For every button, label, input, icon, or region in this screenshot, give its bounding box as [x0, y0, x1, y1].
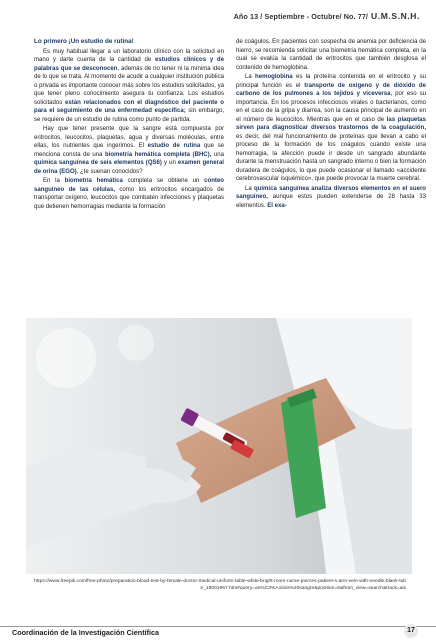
page-header	[234, 11, 420, 21]
paragraph	[34, 177, 224, 211]
section-title: Lo primero ¡Un estudio de rutina!	[34, 38, 134, 45]
text: aunque estos pueden extenderse de 28 hasta 33 elementos.	[236, 194, 426, 209]
footer-divider	[0, 626, 436, 627]
text: Es muy habitual llegar a un laboratorio clínico con la solicitud en mano y darte cuenta de la cantidad de	[34, 48, 224, 63]
bold-text: examen general de orina (EGO)	[34, 160, 224, 175]
page-footer	[0, 618, 436, 640]
photo-caption: https://www.freepik.com/free-photo/preparation-blood-test-by-female-doctor-medical-uniform-table-white-bright-room-nurse-pierces-patient-s-arm-vein-with-needle-blank-tube_18001967.htm#query=an%C3%A1lisis%20sangre&position=6&from_view=search&track=ais	[34, 579, 406, 591]
left-column	[34, 38, 224, 212]
bold-text: transporte de oxígeno y de dióxido de carbono de los pulmones a los tejidos y viceversa	[236, 82, 426, 97]
text: como los eritrocitos encargados de transportar oxígeno, leucocitos que combaten infecciones y plaquetas que detienen hemorragias mediante la formación	[34, 186, 224, 210]
text: de coágulos. En pacientes con sospecha de anemia por deficiencia de hierro, se recomienda solicitar una biometría hemática completa, en la cual se evalúa la cantidad de eritrocitos que también desglosa el contenido de hemoglobina.	[236, 39, 426, 71]
bold-text: están relacionados con el diagnóstico del paciente o para el seguimiento de una enfermedad específica;	[34, 99, 224, 114]
bold-text: hemoglobina	[255, 74, 293, 80]
bold-text: las plaquetas sirven para diagnosticar diversos trastornos de la coagulación,	[236, 116, 426, 131]
text: , por eso su importancia. En los procesos infecciosos virales o bacterianos, como en el caso de la gripa y diarrea, son la causa principal de aumento en el número de leucocitos. Mientras que en el caso de	[236, 91, 426, 123]
text: sin embargo, se requiere de un estudio de rutina como punto de partida.	[34, 108, 224, 123]
bold-text: biometría hemática	[64, 178, 123, 184]
paragraph	[34, 125, 224, 176]
bold-text: conteo sanguíneo de las células,	[34, 178, 224, 193]
bold-text: química sanguínea analiza diversos elementos en el suero sanguíneo,	[236, 185, 426, 200]
blood-draw-illustration	[26, 318, 412, 574]
paragraph	[34, 48, 224, 125]
bold-text: química sanguínea de seis elementos (QS6)	[34, 160, 162, 166]
paragraph	[236, 185, 426, 211]
paragraph	[236, 73, 426, 184]
text: completa se obtiene un	[122, 178, 205, 184]
bold-text: biometría hemática completa (BHC),	[104, 151, 212, 158]
paragraph	[236, 38, 426, 72]
text: es decir, del mal funcionamiento de proteínas que llevan a cabo el proceso de la formación de los coágulos cuando existe una hemorragia, la afección puede ir desde un sangrado abundante durante la menstruación hasta un sangrado interno o bien la formación duradera de coágulos, lo que puede ocasionar el llamado «accidente cerebrovascular isquémico», que puede provocar la muerte cerebral.	[236, 133, 426, 182]
text: Hay que tener presente que la sangre está compuesta por eritrocitos, leucocitos, plaquetas, agua y diversas moléculas, entre ellas, los nutrientes que ingerimos. El	[34, 126, 224, 149]
text: y un	[161, 160, 178, 166]
issue-info: Año 13 / Septiembre - Octubre/ No. 77/	[233, 12, 369, 21]
text: que se menciona consta de una	[34, 143, 225, 158]
text: es la proteína contenida en el eritrocito y su principal función es el	[236, 74, 427, 89]
page-number: 17	[404, 624, 418, 638]
text: una	[211, 151, 224, 158]
text: La	[245, 185, 254, 192]
bold-text: estudios clínicos y de palabras que se desconocen	[34, 57, 224, 72]
right-column	[236, 38, 426, 211]
blood-draw-photo	[26, 318, 412, 574]
footer-text: Coordinación de la Investigación Científica	[12, 628, 159, 637]
text: , ¿te suenan conocidos?	[76, 168, 143, 175]
text: La	[245, 74, 256, 80]
text: , además de no tener ni la mínima idea de lo que se trata. Al momento de acudir a cualquier institución pública o privada es importante conocer más sobre los estudios solicitados, ya que tener pleno conocimiento asegura tu confianza. Los estudios solicitados	[34, 65, 224, 106]
institution-name: U.M.S.N.H.	[371, 11, 420, 21]
text: En la	[43, 178, 65, 184]
bold-text: El exa-	[267, 202, 287, 209]
bold-text: estudio de rutina	[147, 143, 201, 149]
